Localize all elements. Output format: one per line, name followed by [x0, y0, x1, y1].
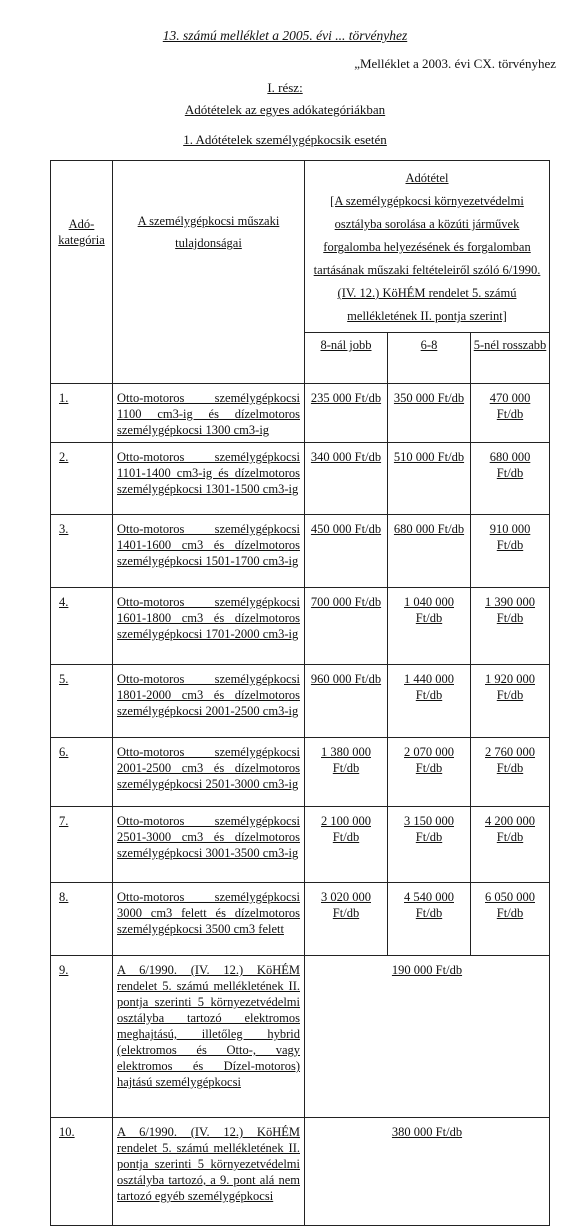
rate-value: 4 540 000 Ft/db — [404, 890, 454, 920]
table-row — [51, 515, 550, 588]
row-description: Otto-motoros személygépkocsi 1100 cm3-ig és dízelmotoros személygépkocsi 1300 cm3-ig — [117, 391, 300, 437]
rate-value: 2 100 000 Ft/db — [321, 814, 371, 844]
table-row — [51, 956, 550, 1118]
row-category: 2. — [59, 450, 69, 464]
row-description: Otto-motoros személygépkocsi 1801-2000 cm3 és dízelmotoros személygépkocsi 2001-2500 cm3-ig — [117, 672, 300, 718]
row-description: A 6/1990. (IV. 12.) KöHÉM rendelet 5. számú mellékletének II. pontja szerinti 5 környezetvédelmi osztályba tartozó, a 9. pont alá nem tartozó egyéb személygépkocsi — [117, 1125, 300, 1203]
table-row — [51, 1118, 550, 1226]
rate-value: 680 000 Ft/db — [489, 450, 531, 480]
row-category: 5. — [59, 672, 69, 686]
rate-value: 235 000 Ft/db — [310, 391, 382, 405]
rate-value: 340 000 Ft/db — [310, 450, 382, 464]
rate-value: 910 000 Ft/db — [489, 522, 531, 552]
annex-title: 13. számú melléklet a 2005. évi ... törvényhez — [162, 28, 408, 43]
rate-value: 350 000 Ft/db — [393, 391, 465, 405]
row-category: 4. — [59, 595, 69, 609]
subheader-cell — [305, 333, 388, 384]
rate-value-merged: 190 000 Ft/db — [391, 963, 463, 977]
rate-value: 1 440 000 Ft/db — [404, 672, 454, 702]
row-description: Otto-motoros személygépkocsi 1601-1800 cm3 és dízelmotoros személygépkocsi 1701-2000 cm3-ig — [117, 595, 300, 641]
table-row — [51, 807, 550, 883]
header-rate-cell — [305, 161, 550, 333]
table-row — [51, 588, 550, 665]
row-category: 7. — [59, 814, 69, 828]
header-category-cell — [51, 161, 113, 384]
row-description: Otto-motoros személygépkocsi 1401-1600 cm3 és dízelmotoros személygépkocsi 1501-1700 cm3-ig — [117, 522, 300, 568]
row-category: 6. — [59, 745, 69, 759]
table-row — [51, 738, 550, 807]
row-category: 9. — [59, 963, 69, 977]
row-description: Otto-motoros személygépkocsi 3000 cm3 felett és dízelmotoros személygépkocsi 3500 cm3 felett — [117, 890, 300, 936]
rate-value-merged: 380 000 Ft/db — [391, 1125, 463, 1139]
subheader-cell — [388, 333, 471, 384]
part-heading: I. rész: — [267, 80, 303, 95]
row-description: Otto-motoros személygépkocsi 2001-2500 cm3 és dízelmotoros személygépkocsi 2501-3000 cm3-ig — [117, 745, 300, 791]
rate-value: 3 150 000 Ft/db — [404, 814, 454, 844]
rate-value: 1 380 000 Ft/db — [321, 745, 371, 775]
rate-value: 1 390 000 Ft/db — [485, 595, 535, 625]
rate-value: 470 000 Ft/db — [489, 391, 531, 421]
row-description: A 6/1990. (IV. 12.) KöHÉM rendelet 5. számú mellékletének II. pontja szerinti 5 környezetvédelmi osztályba tartozó elektromos meghajtású, illetőleg hybrid (elektromos és Otto-, vagy elektromos és Dízel-motoros) hajtású személygépkocsi — [117, 963, 300, 1089]
row-category: 1. — [59, 391, 69, 405]
rate-value: 1 920 000 Ft/db — [485, 672, 535, 702]
row-description: Otto-motoros személygépkocsi 2501-3000 cm3 és dízelmotoros személygépkocsi 3001-3500 cm3-ig — [117, 814, 300, 860]
tax-rate-table — [50, 160, 550, 1226]
rate-value: 6 050 000 Ft/db — [485, 890, 535, 920]
header-rate: Adótétel [A személygépkocsi környezetvédelmi osztályba sorolása a közúti járművek forgalomba helyezésének és forgalomban tartásának műszaki feltételeiről szóló 6/1990. (IV. 12.) KöHÉM rendelet 5. számú mellékletének II. pontja szerint] — [313, 171, 541, 323]
table-row — [51, 665, 550, 738]
row-category: 10. — [59, 1125, 75, 1139]
rate-value: 2 070 000 Ft/db — [404, 745, 454, 775]
subheader-class-6-8: 6-8 — [420, 338, 438, 352]
rate-value: 960 000 Ft/db — [310, 672, 382, 686]
header-category: Adó- kategória — [58, 217, 105, 247]
annex-reference: „Melléklet a 2003. évi CX. törvényhez — [354, 56, 556, 71]
rate-value: 4 200 000 Ft/db — [485, 814, 535, 844]
subsection-title: 1. Adótételek személygépkocsik esetén — [183, 132, 387, 147]
rate-value: 680 000 Ft/db — [393, 522, 465, 536]
row-category: 3. — [59, 522, 69, 536]
rate-value: 1 040 000 Ft/db — [404, 595, 454, 625]
section-title: Adótételek az egyes adókategóriákban — [184, 102, 386, 117]
table-row — [51, 443, 550, 515]
header-properties-cell — [113, 161, 305, 384]
rate-value: 2 760 000 Ft/db — [485, 745, 535, 775]
rate-value: 700 000 Ft/db — [310, 595, 382, 609]
row-description: Otto-motoros személygépkocsi 1101-1400 cm3-ig és dízelmotoros személygépkocsi 1301-1500 cm3-ig — [117, 450, 300, 496]
rate-value: 510 000 Ft/db — [393, 450, 465, 464]
table-row — [51, 384, 550, 443]
rate-value: 3 020 000 Ft/db — [321, 890, 371, 920]
rate-value: 450 000 Ft/db — [310, 522, 382, 536]
table-header-row — [51, 161, 550, 333]
table-row — [51, 883, 550, 956]
header-properties: A személygépkocsi műszaki tulajdonságai — [137, 214, 280, 250]
subheader-class-better-8: 8-nál jobb — [320, 338, 372, 352]
subheader-cell — [471, 333, 550, 384]
subheader-class-worse-5: 5-nél rosszabb — [473, 338, 547, 352]
row-category: 8. — [59, 890, 69, 904]
